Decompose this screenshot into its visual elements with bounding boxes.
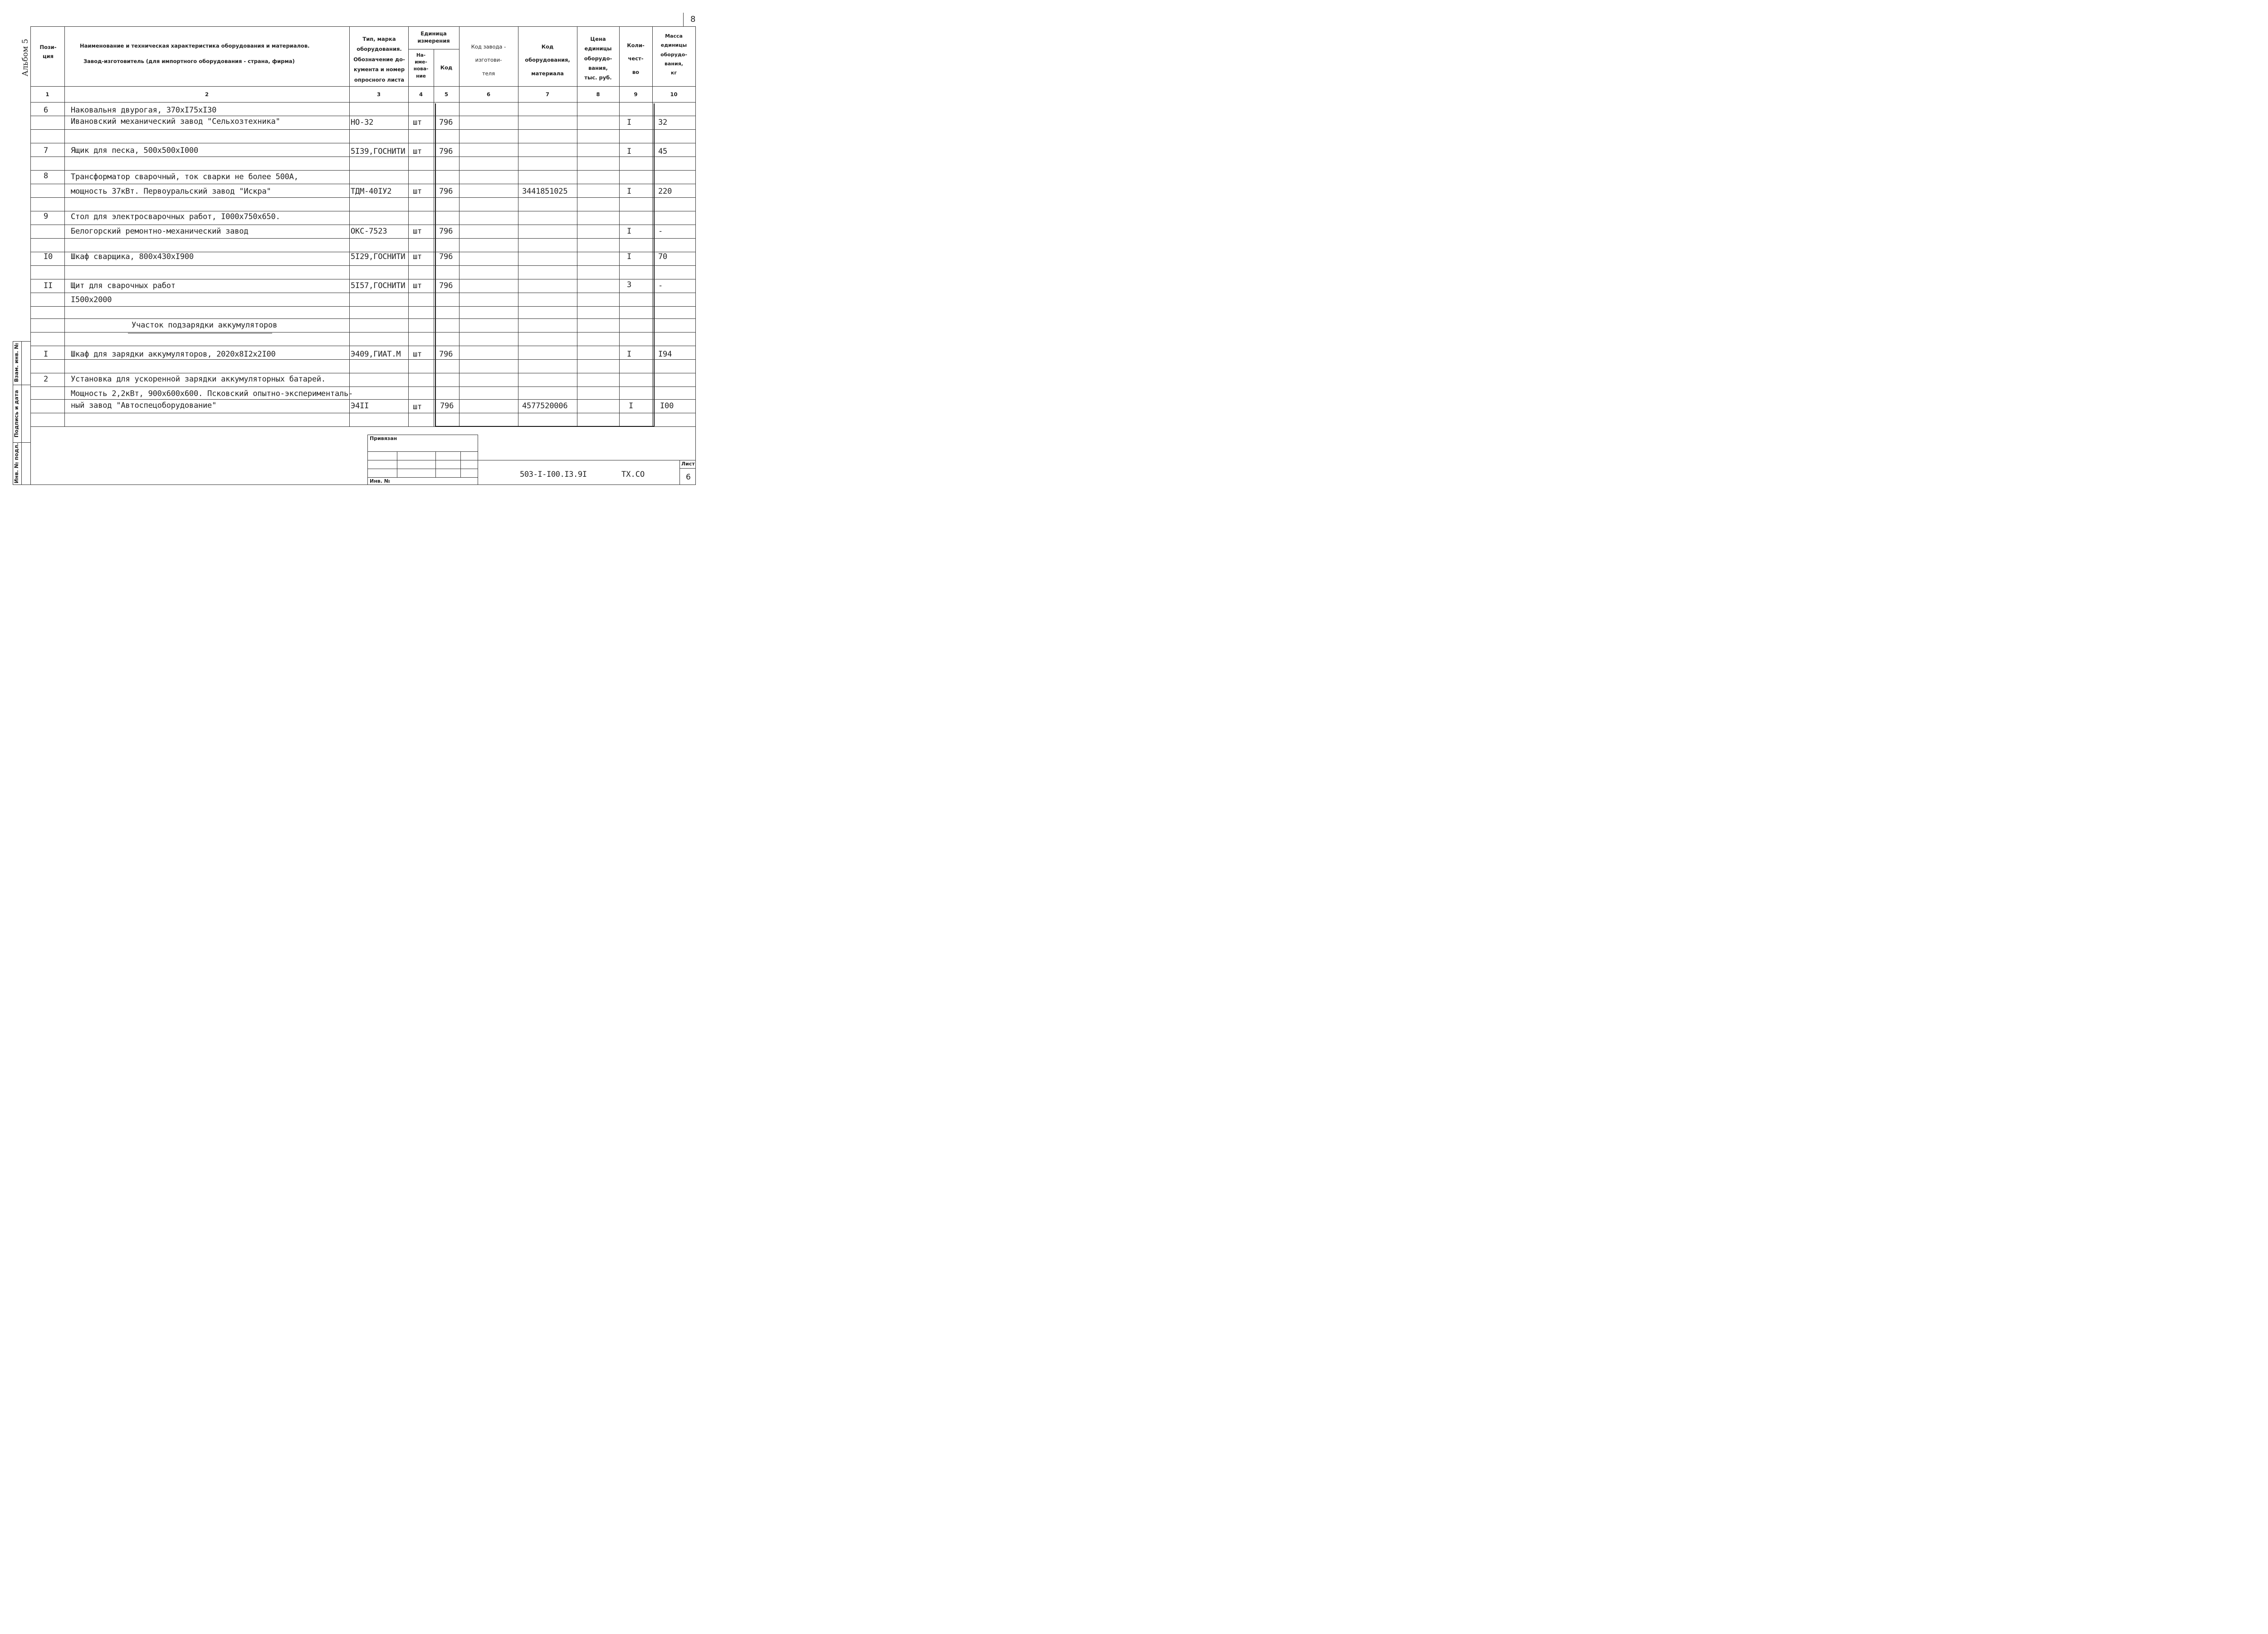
row-quantity: I <box>627 147 632 156</box>
row-equipment-code: 4577520006 <box>522 401 568 411</box>
row-name: Ящик для песка, 500х500хI000 <box>71 146 198 155</box>
row-position: I <box>44 350 49 359</box>
list-label: Лист <box>681 461 695 467</box>
row-mass: 220 <box>658 187 672 196</box>
header-price: Цена единицы оборудо- вания, тыс. руб. <box>584 36 612 81</box>
row-mass: - <box>658 227 663 236</box>
row-line <box>30 318 696 319</box>
row-name: Шкаф для зарядки аккумуляторов, 2020х8I2х2I00 <box>71 350 276 359</box>
row-unit-code: 796 <box>439 281 453 290</box>
row-mass: I00 <box>660 401 674 411</box>
row-quantity: I <box>627 118 632 127</box>
title-block-line <box>679 460 680 484</box>
row-line <box>30 399 696 400</box>
row-position: 7 <box>44 146 49 155</box>
table-top-border <box>30 26 696 27</box>
stamp-vzam: Взам. инв. № <box>13 342 20 382</box>
row-unit-code: 796 <box>440 401 454 411</box>
stamp-inv: Инв. № подл. <box>13 443 20 484</box>
row-line <box>30 238 696 239</box>
row-type: НО-32 <box>351 118 374 127</box>
row-mass: 70 <box>658 252 668 261</box>
header-quantity: Коли- чест- во <box>627 42 645 75</box>
row-position: II <box>44 281 53 290</box>
row-unit: шт <box>413 281 422 290</box>
row-name: Шкаф сварщика, 800х430хI900 <box>71 252 194 261</box>
header-manufacturer-code: Код завода - изготови- теля <box>471 44 506 77</box>
row-quantity: I <box>627 252 632 261</box>
row-name: Ивановский механический завод "Сельхозтехника" <box>71 117 280 126</box>
header-position: Пози- ция <box>39 44 57 59</box>
row-type: Э409,ГИАТ.М <box>351 350 401 359</box>
thick-box-bottom <box>435 426 655 427</box>
header-name-line1: Наименование и техническая характеристика оборудования и материалов. <box>80 43 310 49</box>
row-name: Мощность 2,2кВт, 900х600х600. Псковский опытно-эксперименталь- <box>71 389 353 398</box>
col-line-2 <box>349 26 350 426</box>
column-number: 9 <box>634 91 638 98</box>
header-type: Тип, марка оборудования. Обозначение до- кумента и номер опросного листа <box>353 36 405 83</box>
col-line-3 <box>408 26 409 426</box>
header-unit-group: Единица измерения <box>417 30 450 44</box>
column-number: 4 <box>419 91 423 98</box>
row-mass: 32 <box>658 118 668 127</box>
thick-box-left <box>435 103 436 426</box>
numbers-bottom-border <box>30 102 696 103</box>
row-mass: - <box>658 281 663 290</box>
row-line <box>30 197 696 198</box>
row-name: Щит для сварочных работ <box>71 281 176 290</box>
row-name: Стол для электросварочных работ, I000х750х650. <box>71 212 280 221</box>
title-block-line <box>367 451 478 452</box>
row-unit-code: 796 <box>439 118 453 127</box>
row-position: 8 <box>44 171 49 181</box>
row-name: Трансформатор сварочный, ток сварки не более 500А, <box>71 172 298 181</box>
title-block-line <box>367 477 478 478</box>
title-block-line <box>460 451 461 477</box>
stamp-inner-border <box>21 341 22 484</box>
section-title: Участок подзарядки аккумуляторов <box>132 321 278 330</box>
header-equipment-code: Код оборудования, материала <box>525 44 570 77</box>
row-unit: шт <box>413 187 422 196</box>
row-line <box>30 332 696 333</box>
stamp-podpis: Подпись и дата <box>13 390 20 438</box>
column-number: 5 <box>444 91 448 98</box>
header-unit-name: На- име- нова- ние <box>413 53 429 79</box>
row-unit-code: 796 <box>439 227 453 236</box>
header-bottom-border <box>30 86 696 87</box>
column-number: 10 <box>670 91 678 98</box>
list-number: 6 <box>686 473 691 482</box>
header-name-line2: Завод-изготовитель (для импортного оборудования - страна, фирма) <box>83 58 295 64</box>
row-name: Наковальня двурогая, 370хI75хI30 <box>71 106 217 115</box>
row-type: 5I29,ГОСНИТИ <box>351 252 406 261</box>
row-unit: шт <box>413 118 422 127</box>
row-type: ОКС-7523 <box>351 227 387 236</box>
row-position: 6 <box>44 106 49 115</box>
row-unit: шт <box>413 147 422 156</box>
title-block-line <box>679 468 696 469</box>
column-number: 2 <box>205 91 209 98</box>
row-equipment-code: 3441851025 <box>522 187 568 196</box>
row-unit-code: 796 <box>439 147 453 156</box>
row-quantity: I <box>627 350 632 359</box>
album-label: Альбом 5 <box>21 39 30 77</box>
thick-box-right <box>654 103 655 426</box>
title-block-line <box>435 451 436 477</box>
header-unit-code: Код <box>440 64 453 71</box>
column-number: 7 <box>545 91 549 98</box>
sheet-corner-number: 8 <box>690 15 696 24</box>
row-name: Белогорский ремонтно-механический завод <box>71 227 249 236</box>
col-line-9 <box>652 26 653 426</box>
inv-no-label: Инв. № <box>370 478 391 484</box>
row-line <box>30 386 696 387</box>
row-line <box>30 265 696 266</box>
row-name: ный завод "Автоспецоборудование" <box>71 401 217 410</box>
row-type: 5I57,ГОСНИТИ <box>351 281 406 290</box>
row-unit: шт <box>413 350 422 359</box>
row-line <box>30 306 696 307</box>
row-line <box>30 129 696 130</box>
row-name: мощность 37кВт. Первоуральский завод "Искра" <box>71 187 271 196</box>
row-mass: 45 <box>658 147 668 156</box>
row-quantity: I <box>627 187 632 196</box>
col-line-1 <box>64 26 65 426</box>
column-number: 8 <box>596 91 600 98</box>
privyazan-label: Привязан <box>370 435 397 441</box>
frame-right-border <box>695 26 696 484</box>
row-type: Э4II <box>351 401 369 411</box>
corner-divider <box>683 13 684 26</box>
row-quantity: I <box>629 401 634 411</box>
row-quantity: 3 <box>627 280 632 289</box>
row-unit-code: 796 <box>439 350 453 359</box>
document-code: 503-I-I00.I3.9I <box>520 470 587 479</box>
document-mark: ТХ.СО <box>621 470 645 479</box>
col-line-8 <box>619 26 620 426</box>
row-type: 5I39,ГОСНИТИ <box>351 147 406 156</box>
row-unit: шт <box>413 227 422 236</box>
row-unit: шт <box>413 252 422 261</box>
row-quantity: I <box>627 227 632 236</box>
row-line <box>30 170 696 171</box>
column-number: 1 <box>45 91 49 98</box>
row-mass: I94 <box>658 350 672 359</box>
row-unit-code: 796 <box>439 252 453 261</box>
row-name: Установка для ускоренной зарядки аккумуляторных батарей. <box>71 375 326 384</box>
row-position: I0 <box>44 252 53 261</box>
header-mass: Масса единицы оборудо- вания, кг <box>660 33 687 76</box>
row-position: 2 <box>44 375 49 384</box>
frame-bottom-border <box>13 484 696 485</box>
row-unit-code: 796 <box>439 187 453 196</box>
column-number: 6 <box>486 91 490 98</box>
row-type: ТДМ-40IУ2 <box>351 187 392 196</box>
column-number: 3 <box>376 91 381 98</box>
row-position: 9 <box>44 212 49 221</box>
row-unit: шт <box>413 402 422 411</box>
row-name: I500х2000 <box>71 295 112 304</box>
row-line <box>30 359 696 360</box>
